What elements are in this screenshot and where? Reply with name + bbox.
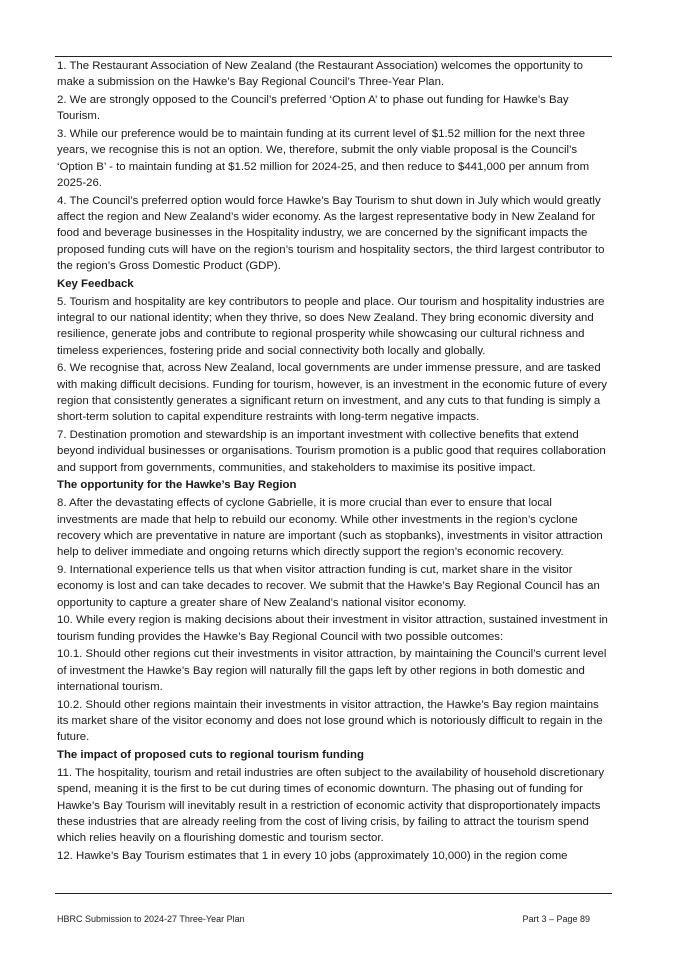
paragraph-10: 10. While every region is making decisions about their investment in visitor attraction, sustained investment in tourism funding provides the Hawke’s Bay Regional Council with two possible outcomes: [57,614,608,643]
paragraph-10-2: 10.2. Should other regions maintain their investments in visitor attraction, the Hawke’s Bay region maintains its market share of the visitor economy and does not lose ground which is notoriously difficult to regain in the future. [57,698,603,744]
paragraph-1: 1. The Restaurant Association of New Zealand (the Restaurant Association) welcomes the opportunity to make a submission on the Hawke’s Bay Regional Council’s Three-Year Plan. [57,60,583,89]
document-body [57,58,608,866]
paragraph-6: 6. We recognise that, across New Zealand, local governments are under immense pressure, and are tasked with making difficult decisions. Funding for tourism, however, is an investment in the economic future of every region that consistently generates a significant return on investment, and any cuts to that funding is simply a short-term solution to capital expenditure restraints with long-term negative impacts. [57,362,607,424]
top-divider [55,56,612,57]
heading-impact: The impact of proposed cuts to regional tourism funding [57,749,364,762]
paragraph-5: 5. Tourism and hospitality are key contributors to people and place. Our tourism and hospitality industries are integral to our national identity; when they thrive, so does New Zealand. They bring economic diversity and resilience, generate jobs and contribute to regional prosperity while showcasing our cultural richness and timeless experiences, fostering pride and social connectivity both locally and globally. [57,295,605,357]
paragraph-12: 12. Hawke’s Bay Tourism estimates that 1 in every 10 jobs (approximately 10,000) in the region come [57,849,568,862]
footer-document-title: HBRC Submission to 2024-27 Three-Year Plan [57,914,245,924]
paragraph-9: 9. International experience tells us that when visitor attraction funding is cut, market share in the visitor economy is lost and can take decades to recover. We submit that the Hawke’s Bay Regional Council has an opportunity to capture a greater share of New Zealand’s national visitor economy. [57,563,600,609]
heading-opportunity: The opportunity for the Hawke’s Bay Region [57,479,297,492]
paragraph-10-1: 10.1. Should other regions cut their investments in visitor attraction, by maintaining the Council’s current level of investment the Hawke’s Bay region will naturally fill the gaps left by other regions in both domestic and international tourism. [57,648,607,693]
paragraph-2: 2. We are strongly opposed to the Council’s preferred ‘Option A’ to phase out funding for Hawke’s Bay Tourism. [57,94,569,123]
paragraph-3: 3. While our preference would be to maintain funding at its current level of $1.52 million for the next three years, we recognise this is not an option. We, therefore, submit the only viable proposal is the Council’s ‘Option B’ - to maintain funding at $1.52 million for 2024-25, and then reduce to $441,000 per annum from 2025-26. [57,128,590,190]
paragraph-8: 8. After the devastating effects of cyclone Gabrielle, it is more crucial than ever to ensure that local investments are made that help to rebuild our economy. While other investments in the region’s cyclone recovery which are preventative in nature are important (such as stopbanks), investments in visitor attraction help to deliver immediate and ongoing returns which directly support the region’s economic recovery. [57,497,603,559]
paragraph-7: 7. Destination promotion and stewardship is an important investment with collective benefits that extend beyond individual businesses or organisations. Tourism promotion is a public good that requires collaboration and support from governments, communities, and stakeholders to maximise its positive impact. [57,429,606,474]
paragraph-11: 11. The hospitality, tourism and retail industries are often subject to the availability of household discretionary spend, meaning it is the first to be cut during times of economic downturn. The phasing out of funding for Hawke’s Bay Tourism will inevitably result in a restriction of economic activity that disproportionately impacts these industries that are already reeling from the cost of living crisis, by failing to attract the tourism spend which relies heavily on a flourishing domestic and tourism sector. [57,766,605,845]
footer-page-number: Part 3 – Page 89 [522,914,590,924]
bottom-divider [55,893,612,894]
paragraph-4: 4. The Council’s preferred option would force Hawke’s Bay Tourism to shut down in July which would greatly affect the region and New Zealand’s wider economy. As the largest representative body in New Zealand for food and beverage businesses in the Hospitality industry, we are concerned by the significant impacts the proposed funding cuts will have on the region’s tourism and hospitality sectors, the third largest contributor to the region’s Gross Domestic Product (GDP). [57,194,605,273]
heading-key-feedback: Key Feedback [57,277,134,290]
